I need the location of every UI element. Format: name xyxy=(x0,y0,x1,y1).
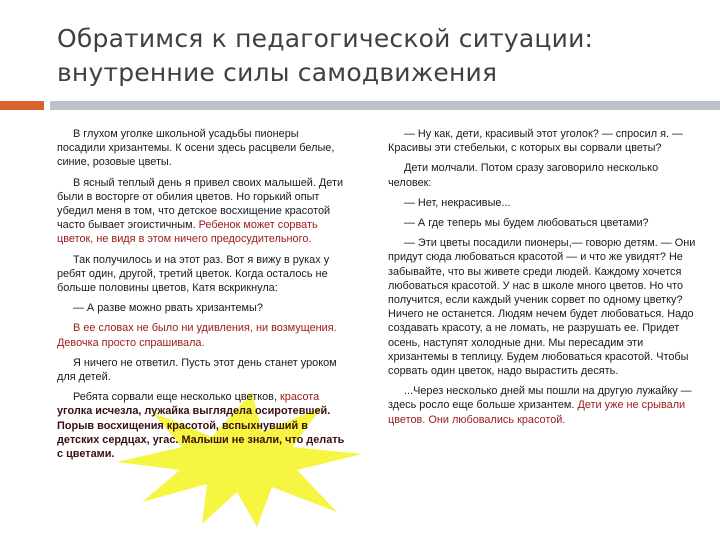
bold-highlighted-text: уголка исчезла, лужайка выглядела осиротевшей. Порыв восхищения красотой, вспыхнувший в детских сердцах, угас. Малыши не знали, что делать с цветами. xyxy=(57,405,345,461)
paragraph: — А где теперь мы будем любоваться цветами? xyxy=(404,217,649,230)
slide-title-line-1: Обратимся к педагогической ситуации: xyxy=(57,24,594,53)
story-column-right xyxy=(388,127,698,433)
paragraph: Так получилось и на этот раз. Вот я вижу в руках у ребят один, другой, третий цветок. Когда осталось не больше половины цветов, Катя вскрикнула: xyxy=(57,253,330,295)
divider-rule xyxy=(50,101,720,110)
highlighted-paragraph: В ее словах не было ни удивления, ни возмущения. Девочка просто спрашивала. xyxy=(57,322,337,349)
paragraph: — Ну как, дети, красивый этот уголок? — спросил я. — Красивы эти стебельки, с которых вы сорвали цветы? xyxy=(388,128,683,155)
paragraph xyxy=(57,176,349,247)
paragraph: — А разве можно рвать хризантемы? xyxy=(73,302,263,315)
slide-title xyxy=(57,22,697,90)
paragraph: Я ничего не ответил. Пусть этот день станет уроком для детей. xyxy=(57,356,337,384)
paragraph: — Нет, некрасивые... xyxy=(404,196,511,209)
paragraph: — Эти цветы посадили пионеры,— говорю детям. — Они придут сюда любоваться красотой — и что же увидят? Не забывайте, что вы живете среди людей. Каждому хочется любоваться красотой. У нас в школе много цветов. Но что получится, если каждый ученик сорвет по одному цветку? Ничего не останется. Людям нечем будет любоваться. Надо создавать красоту, а не ломать, не разрушать ее. Придет осень, наступят холодные дни. Мы пересадим эти хризантемы в теплицу. Будем любоваться красотой. Чтобы сорвать один цветок, надо вырастить десять. xyxy=(388,237,696,378)
slide-title-line-2: внутренние силы самодвижения xyxy=(57,58,498,87)
paragraph-text: В ясный теплый день я привел своих малышей. Дети были в восторге от обилия цветов. Но горький опыт убедил меня в том, что детское восхищение красотой часто бывает эгоистичным. xyxy=(57,176,344,232)
highlighted-text: красота xyxy=(280,391,320,404)
paragraph: В глухом уголке школьной усадьбы пионеры посадили хризантемы. К осени здесь расцвели белые, синие, розовые цветы. xyxy=(57,128,335,169)
paragraph-text: Ребята сорвали еще несколько цветков, xyxy=(73,391,277,404)
highlighted-text: Ребенок может сорвать цветок, не видя в этом ничего предосудительного. xyxy=(57,219,318,246)
paragraph: Дети молчали. Потом сразу заговорило несколько человек: xyxy=(388,162,659,189)
accent-bar xyxy=(0,101,44,110)
paragraph xyxy=(388,384,698,427)
story-column-left xyxy=(57,127,349,467)
paragraph-text: ...Через несколько дней мы пошли на другую лужайку — здесь росло еще больше хризантем. xyxy=(388,385,692,412)
paragraph xyxy=(57,390,349,461)
highlighted-text: Дети уже не срывали цветов. Они любовались красотой. xyxy=(388,399,686,426)
